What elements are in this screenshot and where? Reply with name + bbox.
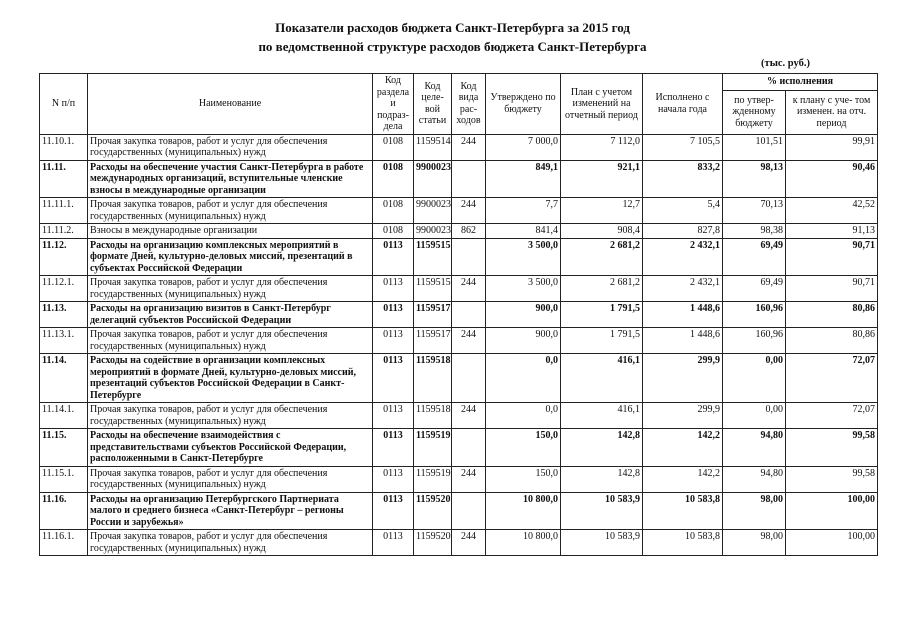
cell-approved: 0,0	[486, 354, 561, 403]
cell-section-code: 0113	[373, 276, 414, 302]
cell-approved: 10 800,0	[486, 492, 561, 530]
header-row	[40, 74, 878, 91]
cell-approved: 841,4	[486, 224, 561, 239]
cell-pct-plan: 42,52	[786, 198, 878, 224]
cell-target-code: 1159517	[414, 328, 452, 354]
cell-executed: 142,2	[643, 466, 723, 492]
cell-num: 11.12.	[40, 238, 88, 276]
cell-section-code: 0108	[373, 224, 414, 239]
cell-expense-type: 244	[452, 530, 486, 556]
cell-approved: 900,0	[486, 302, 561, 328]
header-pct-plan: к плану с уче- том изменен. на отч. период	[786, 90, 878, 134]
cell-target-code: 1159515	[414, 238, 452, 276]
cell-executed: 2 432,1	[643, 276, 723, 302]
cell-pct-approved: 94,80	[723, 429, 786, 467]
table-row	[40, 160, 878, 198]
cell-section-code: 0108	[373, 160, 414, 198]
cell-pct-plan: 91,13	[786, 224, 878, 239]
table-row	[40, 198, 878, 224]
cell-expense-type: 244	[452, 198, 486, 224]
table-row	[40, 429, 878, 467]
cell-executed: 1 448,6	[643, 302, 723, 328]
cell-plan: 416,1	[561, 354, 643, 403]
cell-approved: 7 000,0	[486, 134, 561, 160]
table-row	[40, 134, 878, 160]
cell-expense-type: 862	[452, 224, 486, 239]
cell-executed: 2 432,1	[643, 238, 723, 276]
cell-num: 11.14.	[40, 354, 88, 403]
cell-name: Расходы на организацию Петербургского Партнериата малого и среднего бизнеса «Санкт-Петербург – регионы России и зарубежья»	[88, 492, 373, 530]
cell-target-code: 9900023	[414, 160, 452, 198]
cell-executed: 10 583,8	[643, 492, 723, 530]
cell-expense-type: 244	[452, 134, 486, 160]
cell-target-code: 1159520	[414, 530, 452, 556]
cell-pct-plan: 90,71	[786, 276, 878, 302]
cell-plan: 416,1	[561, 403, 643, 429]
cell-num: 11.11.1.	[40, 198, 88, 224]
table-row	[40, 224, 878, 239]
cell-pct-plan: 80,86	[786, 302, 878, 328]
cell-target-code: 1159514	[414, 134, 452, 160]
report-subtitle: по ведомственной структуре расходов бюджета Санкт-Петербурга	[258, 39, 647, 54]
cell-pct-approved: 69,49	[723, 276, 786, 302]
cell-plan: 142,8	[561, 466, 643, 492]
cell-name: Прочая закупка товаров, работ и услуг для обеспечения государственных (муниципальных) нужд	[88, 198, 373, 224]
cell-name: Расходы на обеспечение участия Санкт-Петербурга в работе международных организаций, вступительные членские взносы в международные организации	[88, 160, 373, 198]
report-title: Показатели расходов бюджета Санкт-Петербурга за 2015 год	[275, 20, 630, 35]
header-percent-group: % исполнения	[723, 74, 878, 91]
cell-pct-plan: 72,07	[786, 403, 878, 429]
cell-plan: 7 112,0	[561, 134, 643, 160]
table-row	[40, 354, 878, 403]
table-row	[40, 466, 878, 492]
cell-executed: 5,4	[643, 198, 723, 224]
cell-plan: 12,7	[561, 198, 643, 224]
cell-num: 11.13.	[40, 302, 88, 328]
cell-expense-type	[452, 160, 486, 198]
cell-section-code: 0113	[373, 492, 414, 530]
cell-name: Прочая закупка товаров, работ и услуг для обеспечения государственных (муниципальных) нужд	[88, 328, 373, 354]
cell-section-code: 0113	[373, 354, 414, 403]
cell-executed: 1 448,6	[643, 328, 723, 354]
cell-plan: 1 791,5	[561, 302, 643, 328]
cell-target-code: 9900023	[414, 224, 452, 239]
cell-expense-type: 244	[452, 276, 486, 302]
header-pct-approved: по утвер- жденному бюджету	[723, 90, 786, 134]
cell-pct-approved: 94,80	[723, 466, 786, 492]
header-name: Наименование	[88, 74, 373, 135]
cell-plan: 908,4	[561, 224, 643, 239]
cell-num: 11.16.	[40, 492, 88, 530]
cell-num: 11.11.	[40, 160, 88, 198]
cell-name: Прочая закупка товаров, работ и услуг для обеспечения государственных (муниципальных) нужд	[88, 466, 373, 492]
cell-section-code: 0113	[373, 302, 414, 328]
cell-pct-plan: 99,91	[786, 134, 878, 160]
cell-name: Расходы на обеспечение взаимодействия с представительствами субъектов Российской Федерации, расположенными в Санкт-Петербурге	[88, 429, 373, 467]
cell-num: 11.15.1.	[40, 466, 88, 492]
cell-plan: 10 583,9	[561, 492, 643, 530]
cell-target-code: 1159517	[414, 302, 452, 328]
cell-expense-type: 244	[452, 403, 486, 429]
cell-plan: 921,1	[561, 160, 643, 198]
cell-pct-approved: 0,00	[723, 403, 786, 429]
cell-name: Расходы на организацию визитов в Санкт-Петербург делегаций субъектов Российской Федерации	[88, 302, 373, 328]
cell-section-code: 0113	[373, 328, 414, 354]
cell-executed: 833,2	[643, 160, 723, 198]
header-expense-type-code: Код вида рас- ходов	[452, 74, 486, 135]
table-row	[40, 328, 878, 354]
cell-num: 11.16.1.	[40, 530, 88, 556]
cell-expense-type	[452, 238, 486, 276]
cell-executed: 142,2	[643, 429, 723, 467]
cell-section-code: 0113	[373, 466, 414, 492]
cell-section-code: 0113	[373, 530, 414, 556]
cell-section-code: 0113	[373, 403, 414, 429]
cell-target-code: 9900023	[414, 198, 452, 224]
cell-name: Прочая закупка товаров, работ и услуг для обеспечения государственных (муниципальных) нужд	[88, 530, 373, 556]
cell-expense-type	[452, 429, 486, 467]
cell-approved: 3 500,0	[486, 276, 561, 302]
cell-pct-plan: 72,07	[786, 354, 878, 403]
cell-pct-plan: 99,58	[786, 466, 878, 492]
budget-table	[39, 73, 878, 556]
cell-executed: 827,8	[643, 224, 723, 239]
cell-target-code: 1159518	[414, 354, 452, 403]
table-row	[40, 403, 878, 429]
cell-name: Прочая закупка товаров, работ и услуг для обеспечения государственных (муниципальных) нужд	[88, 403, 373, 429]
cell-target-code: 1159519	[414, 466, 452, 492]
cell-pct-approved: 160,96	[723, 302, 786, 328]
cell-pct-plan: 90,46	[786, 160, 878, 198]
cell-num: 11.10.1.	[40, 134, 88, 160]
cell-plan: 2 681,2	[561, 276, 643, 302]
cell-expense-type	[452, 302, 486, 328]
cell-name: Расходы на содействие в организации комплексных мероприятий в формате Дней, культурно-деловых миссий, презентаций субъектов Российской Федерации в Санкт-Петербурге	[88, 354, 373, 403]
table-row	[40, 276, 878, 302]
cell-approved: 7,7	[486, 198, 561, 224]
cell-target-code: 1159515	[414, 276, 452, 302]
cell-pct-approved: 98,13	[723, 160, 786, 198]
cell-approved: 150,0	[486, 429, 561, 467]
cell-section-code: 0108	[373, 198, 414, 224]
cell-section-code: 0108	[373, 134, 414, 160]
header-target-code: Код целе- вой статьи	[414, 74, 452, 135]
cell-pct-approved: 98,00	[723, 492, 786, 530]
cell-num: 11.13.1.	[40, 328, 88, 354]
header-plan: План с учетом изменений на отчетный период	[561, 74, 643, 135]
cell-plan: 10 583,9	[561, 530, 643, 556]
cell-pct-plan: 100,00	[786, 492, 878, 530]
cell-name: Прочая закупка товаров, работ и услуг для обеспечения государственных (муниципальных) нужд	[88, 276, 373, 302]
cell-num: 11.15.	[40, 429, 88, 467]
cell-pct-approved: 98,00	[723, 530, 786, 556]
cell-expense-type: 244	[452, 328, 486, 354]
table-row	[40, 238, 878, 276]
cell-executed: 7 105,5	[643, 134, 723, 160]
cell-pct-approved: 70,13	[723, 198, 786, 224]
cell-num: 11.14.1.	[40, 403, 88, 429]
cell-pct-approved: 160,96	[723, 328, 786, 354]
table-row	[40, 492, 878, 530]
cell-section-code: 0113	[373, 238, 414, 276]
cell-approved: 10 800,0	[486, 530, 561, 556]
cell-plan: 1 791,5	[561, 328, 643, 354]
cell-pct-plan: 90,71	[786, 238, 878, 276]
cell-pct-approved: 0,00	[723, 354, 786, 403]
cell-name: Взносы в международные организации	[88, 224, 373, 239]
cell-approved: 3 500,0	[486, 238, 561, 276]
units-label: (тыс. руб.)	[761, 58, 810, 69]
cell-target-code: 1159520	[414, 492, 452, 530]
cell-plan: 2 681,2	[561, 238, 643, 276]
header-section-code: Код раздела и подраз- дела	[373, 74, 414, 135]
cell-plan: 142,8	[561, 429, 643, 467]
cell-approved: 849,1	[486, 160, 561, 198]
cell-executed: 299,9	[643, 403, 723, 429]
cell-expense-type	[452, 354, 486, 403]
cell-name: Прочая закупка товаров, работ и услуг для обеспечения государственных (муниципальных) нужд	[88, 134, 373, 160]
cell-executed: 10 583,8	[643, 530, 723, 556]
cell-approved: 0,0	[486, 403, 561, 429]
header-num: N п/п	[40, 74, 88, 135]
cell-approved: 900,0	[486, 328, 561, 354]
cell-num: 11.11.2.	[40, 224, 88, 239]
header-approved: Утверждено по бюджету	[486, 74, 561, 135]
cell-num: 11.12.1.	[40, 276, 88, 302]
cell-pct-plan: 100,00	[786, 530, 878, 556]
cell-pct-approved: 101,51	[723, 134, 786, 160]
cell-pct-plan: 99,58	[786, 429, 878, 467]
cell-expense-type: 244	[452, 466, 486, 492]
table-body	[40, 134, 878, 556]
cell-target-code: 1159519	[414, 429, 452, 467]
cell-name: Расходы на организацию комплексных мероприятий в формате Дней, культурно-деловых миссий, презентаций в субъектах Российской Федерации	[88, 238, 373, 276]
cell-expense-type	[452, 492, 486, 530]
table-row	[40, 530, 878, 556]
cell-pct-plan: 80,86	[786, 328, 878, 354]
cell-pct-approved: 98,38	[723, 224, 786, 239]
cell-pct-approved: 69,49	[723, 238, 786, 276]
table-row	[40, 302, 878, 328]
header-executed: Исполнено с начала года	[643, 74, 723, 135]
cell-approved: 150,0	[486, 466, 561, 492]
cell-section-code: 0113	[373, 429, 414, 467]
cell-executed: 299,9	[643, 354, 723, 403]
cell-target-code: 1159518	[414, 403, 452, 429]
